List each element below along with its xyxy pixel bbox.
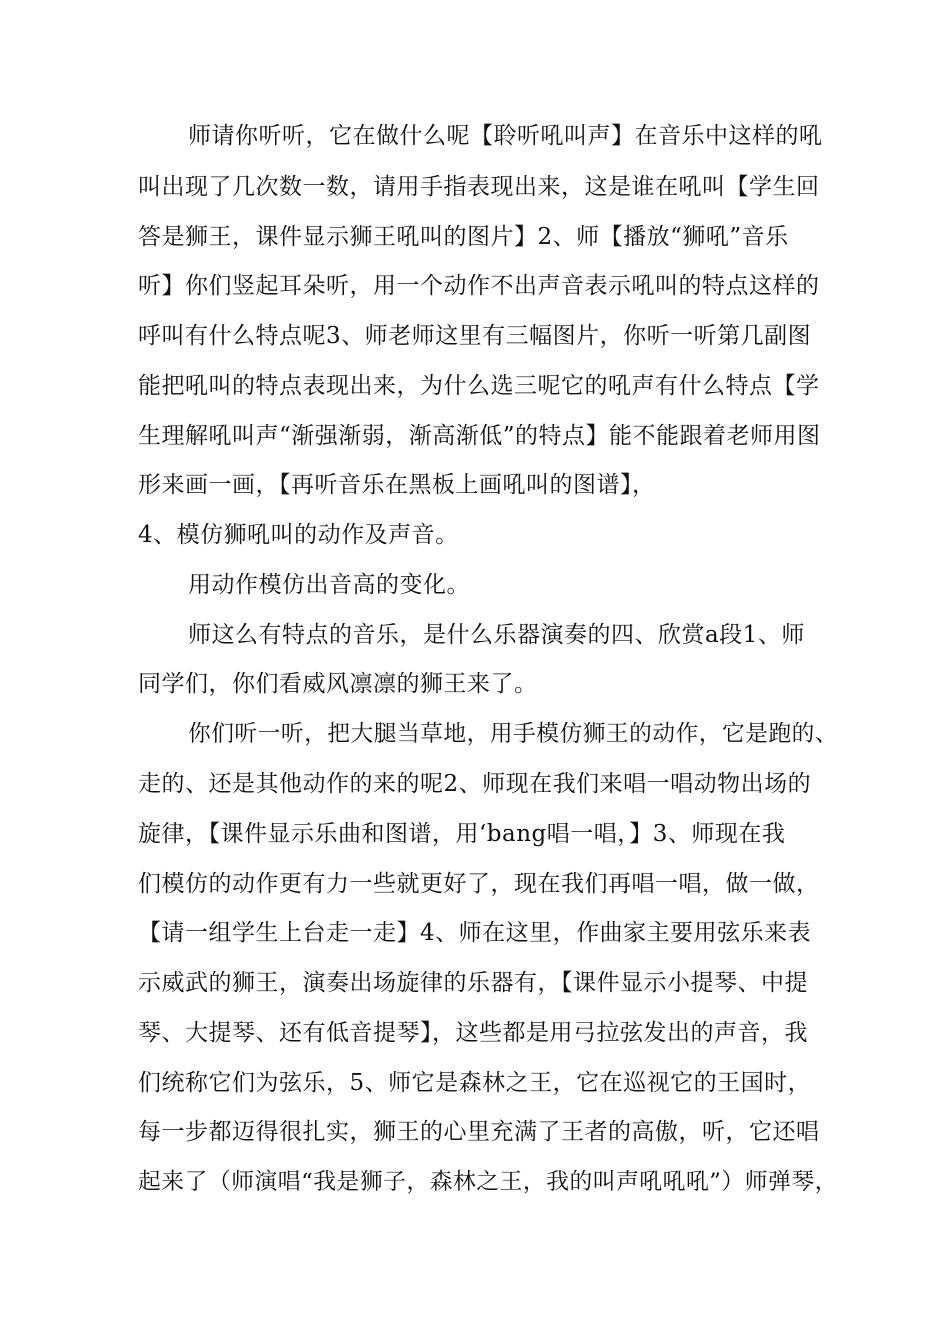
text-line: 示威武的狮王，演奏出场旋律的乐器有，【课件显示小提琴、中提: [138, 970, 808, 996]
text-line: 生理解吼叫声“渐强渐弱，渐高渐低”的特点】能不能跟着老师用图: [138, 423, 821, 449]
text-line: 用动作模仿出音高的变化。: [188, 572, 470, 598]
text-line: 师请你听听，它在做什么呢【聆听吼叫声】在音乐中这样的吼: [188, 123, 823, 149]
text-line: 每一步都迈得很扎实，狮王的心里充满了王者的高傲，听，它还唱: [138, 1119, 820, 1145]
text-line: 能把吼叫的特点表现出来，为什么选三呢它的吼声有什么特点【学: [138, 373, 820, 399]
text-line: 走的、还是其他动作的来的呢2、师现在我们来唱一唱动物出场的: [138, 771, 812, 797]
text-line: 呼叫有什么特点呢3、师老师这里有三幅图片，你听一听第几副图: [138, 323, 812, 349]
text-line: 们模仿的动作更有力一些就更好了，现在我们再唱一唱，做一做，: [138, 871, 820, 897]
text-line: 旋律，【课件显示乐曲和图谱，用‘bang唱一唱，】3、师现在我: [138, 821, 786, 847]
text-line: 听】你们竖起耳朵听，用一个动作不出声音表示吼叫的特点这样的: [138, 273, 820, 299]
text-line: 琴、大提琴、还有低音提琴】，这些都是用弓拉弦发出的声音，我: [138, 1020, 808, 1046]
text-line: 们统称它们为弦乐，5、师它是森林之王，它在巡视它的王国时，: [138, 1070, 812, 1096]
text-line: 【请一组学生上台走一走】4、师在这里，作曲家主要用弦乐来表: [138, 920, 812, 946]
text-line: 形来画一画，【再听音乐在黑板上画吼叫的图谱】，: [138, 472, 656, 498]
text-line: 师这么有特点的音乐，是什么乐器演奏的四、欣赏a段1、师: [188, 622, 805, 648]
text-line: 起来了（师演唱“我是狮子，森林之王，我的叫声吼吼吼”）师弹琴，: [138, 1169, 838, 1195]
text-line: 同学们，你们看威风凛凛的狮王来了。: [138, 671, 538, 697]
text-line: 4、模仿狮吼叫的动作及声音。: [138, 522, 459, 548]
text-line: 答是狮王，课件显示狮王吼叫的图片】2、师【播放“狮吼”音乐: [138, 224, 789, 250]
text-line: 你们听一听，把大腿当草地，用手模仿狮王的动作，它是跑的、: [188, 721, 839, 747]
text-line: 叫出现了几次数一数，请用手指表现出来，这是谁在吼叫【学生回: [138, 174, 820, 200]
